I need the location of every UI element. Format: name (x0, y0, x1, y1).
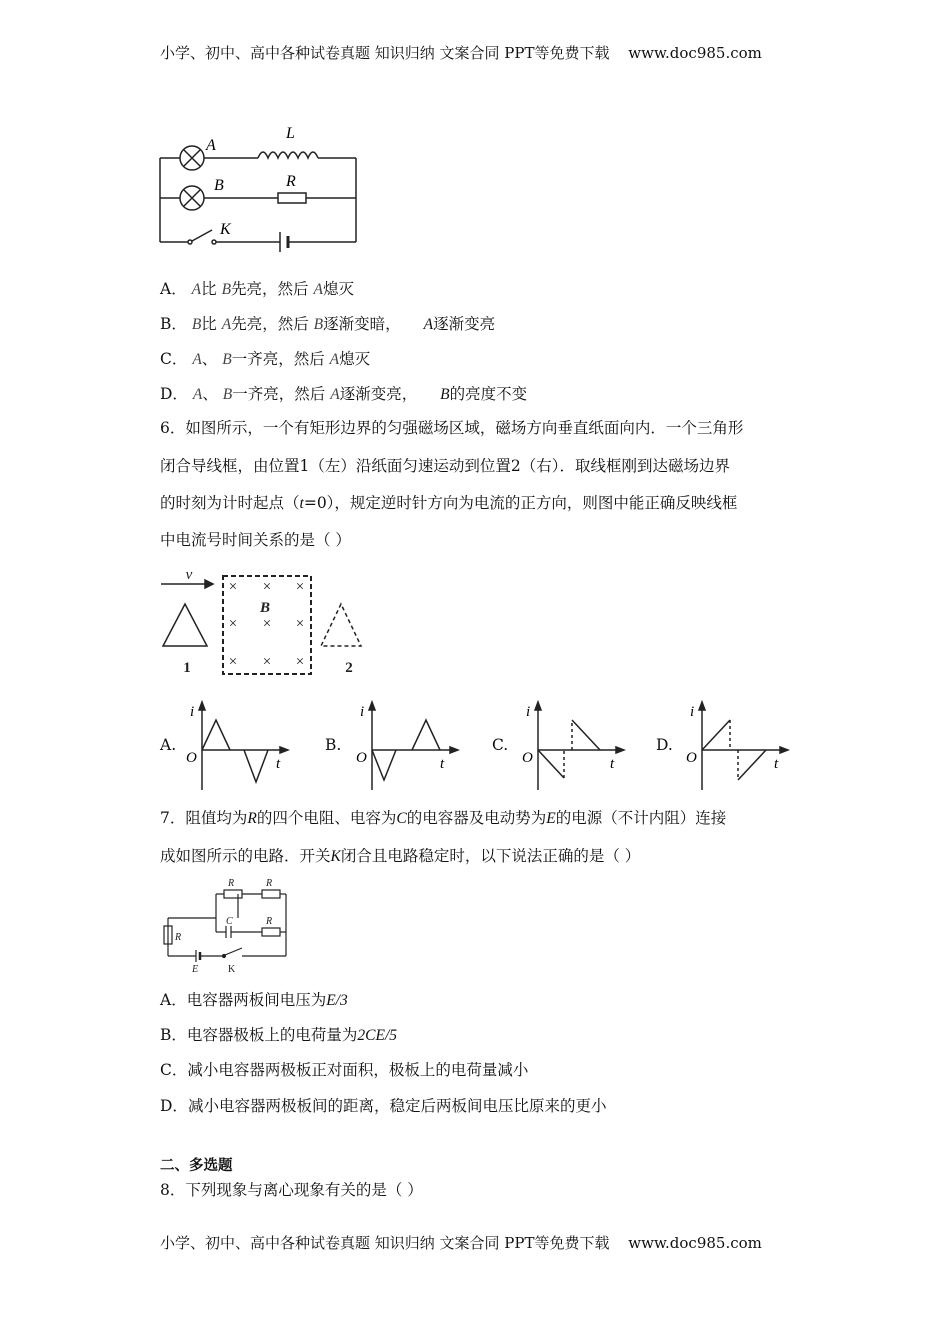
q6-line-4: 中电流号时间关系的是（ ） (160, 531, 351, 549)
label-lamp-b: B (214, 177, 224, 194)
q6-graph-a[interactable] (180, 698, 290, 793)
q6-graph-d[interactable] (680, 698, 790, 793)
label-lamp-a: A (206, 137, 216, 154)
svg-text:t: t (610, 756, 615, 772)
svg-text:i: i (190, 704, 195, 720)
q7-circuit-figure (158, 872, 298, 978)
svg-text:K: K (228, 964, 236, 975)
position-2-label: 2 (345, 660, 353, 676)
footer-text: 小学、初中、高中各种试卷真题 知识归纳 文案合同 PPT等免费下载 (160, 1234, 610, 1252)
svg-text:C: C (226, 916, 233, 927)
svg-text:i: i (526, 704, 531, 720)
field-b-label: B (259, 600, 271, 616)
q6-field-figure (155, 566, 375, 682)
label-resistor-r: R (286, 173, 296, 190)
svg-text:E: E (192, 964, 199, 975)
svg-text:×: × (295, 616, 305, 632)
q6-line-2: 闭合导线框，由位置1（左）沿纸面匀速运动到位置2（右）．取线框刚到达磁场边界 (160, 457, 730, 475)
svg-text:R: R (175, 932, 182, 943)
q7-option-a[interactable]: A．电容器两板间电压为E/3 (160, 991, 348, 1009)
svg-text:t: t (774, 756, 779, 772)
svg-text:×: × (262, 654, 272, 670)
q5-option-c[interactable]: C． A、 B一齐亮，然后 A熄灭 (160, 350, 371, 368)
svg-text:R: R (266, 878, 273, 889)
position-1-label: 1 (183, 660, 191, 676)
q6-graph-b[interactable] (350, 698, 460, 793)
svg-text:O: O (186, 750, 197, 766)
svg-text:t: t (440, 756, 445, 772)
svg-text:×: × (228, 616, 238, 632)
svg-text:R: R (228, 878, 235, 889)
svg-text:×: × (262, 579, 272, 595)
q7-line-2: 成如图所示的电路．开关K闭合且电路稳定时，以下说法正确的是（ ） (160, 847, 641, 865)
q6-line-1: 6．如图所示，一个有矩形边界的匀强磁场区域，磁场方向垂直纸面向内．一个三角形 (160, 419, 744, 437)
footer-site: www.doc985.com (628, 1234, 762, 1252)
svg-text:×: × (295, 654, 305, 670)
svg-text:×: × (262, 616, 272, 632)
q6-line-3: 的时刻为计时起点（t=0），规定逆时针方向为电流的正方向，则图中能正确反映线框 (160, 494, 738, 512)
page-header (160, 42, 762, 63)
q7-option-d[interactable]: D．减小电容器两极板间的距离，稳定后两板间电压比原来的更小 (160, 1097, 607, 1115)
section-title: 二、多选题 (160, 1158, 233, 1174)
header-site: www.doc985.com (628, 44, 762, 62)
velocity-label: v (185, 567, 193, 583)
q6-graph-option-c-label[interactable]: C. (492, 736, 509, 754)
q8-text: 8．下列现象与离心现象有关的是（ ） (160, 1181, 423, 1199)
q7-option-c[interactable]: C．减小电容器两极板正对面积，极板上的电荷量减小 (160, 1061, 529, 1079)
q5-option-a[interactable]: A． A比 B先亮，然后 A熄灭 (160, 280, 354, 298)
label-switch-k: K (220, 221, 231, 238)
q7-option-b[interactable]: B．电容器极板上的电荷量为2CE/5 (160, 1026, 398, 1044)
svg-text:O: O (686, 750, 697, 766)
page-footer (160, 1232, 762, 1253)
q6-graph-option-b-label[interactable]: B. (325, 736, 342, 754)
svg-text:×: × (228, 654, 238, 670)
svg-text:O: O (356, 750, 367, 766)
header-text: 小学、初中、高中各种试卷真题 知识归纳 文案合同 PPT等免费下载 (160, 44, 610, 62)
q7-line-1: 7．阻值均为R的四个电阻、电容为C的电容器及电动势为E的电源（不计内阻）连接 (160, 809, 727, 827)
svg-text:×: × (295, 579, 305, 595)
svg-text:i: i (360, 704, 365, 720)
svg-text:t: t (276, 756, 281, 772)
svg-text:i: i (690, 704, 695, 720)
q5-option-d[interactable]: D． A、 B一齐亮，然后 A逐渐变亮， B的亮度不变 (160, 385, 528, 403)
svg-text:×: × (228, 579, 238, 595)
q6-graph-option-a-label[interactable]: A. (160, 736, 177, 754)
label-inductor-l: L (286, 125, 295, 142)
q6-graph-option-d-label[interactable]: D. (656, 736, 673, 754)
q5-circuit-figure (150, 118, 370, 258)
q6-graph-c[interactable] (516, 698, 626, 793)
svg-text:O: O (522, 750, 533, 766)
svg-text:R: R (266, 916, 273, 927)
q5-option-b[interactable]: B． B比 A先亮，然后 B逐渐变暗， A逐渐变亮 (160, 315, 496, 333)
